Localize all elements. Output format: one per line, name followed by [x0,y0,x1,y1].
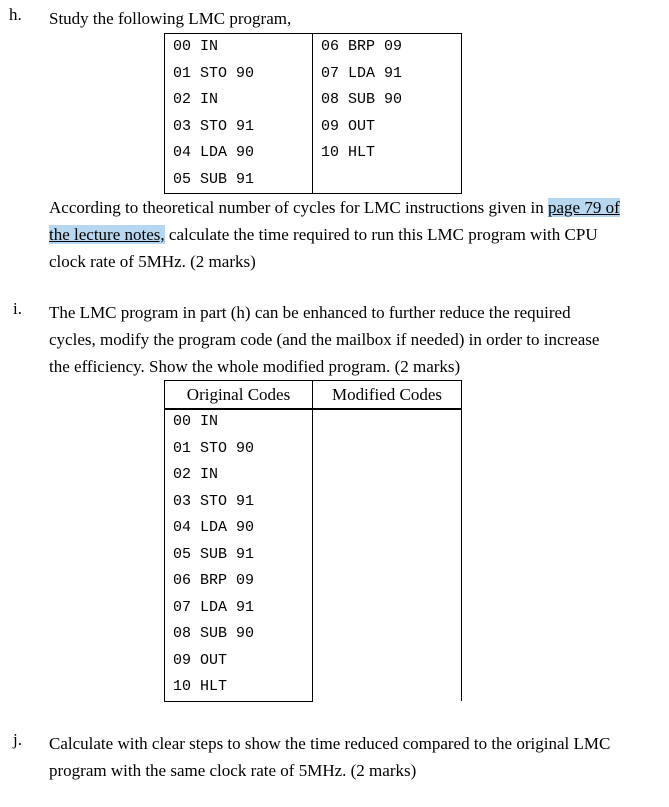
original-code-8: 08 SUB 90 [173,625,255,642]
question-h-letter: h. [9,5,22,24]
question-i-text [49,299,649,380]
question-h-text-end: calculate the time required to run this LMC program with CPU [164,225,598,244]
question-j-line1: Calculate with clear steps to show the time reduced compared to the original LMC [49,734,611,753]
modified-codes-cell[interactable] [313,409,462,702]
program-h-left-3: 03 STO 91 [173,117,255,135]
original-code-10: 10 HLT [173,678,228,695]
program-h-right-3: 09 OUT [321,117,376,135]
original-code-2: 02 IN [173,466,219,483]
lecture-notes-link-part2[interactable]: the lecture notes, [49,225,165,244]
original-code-0: 00 IN [173,413,219,430]
question-h-text-line3: clock rate of 5MHz. (2 marks) [49,252,256,271]
question-j-line2: program with the same clock rate of 5MHz. (2 marks) [49,761,417,780]
original-code-4: 04 LDA 90 [173,519,255,536]
original-code-7: 07 LDA 91 [173,598,255,616]
modification-table [164,408,462,702]
question-i-line2: cycles, modify the program code (and the mailbox if needed) in order to increase [49,330,600,349]
question-h-text-start: According to theoretical number of cycles for LMC instructions given in [49,198,549,217]
original-code-5: 05 SUB 91 [173,545,255,563]
program-h-right-1: 07 LDA 91 [321,64,403,82]
question-j-letter: j. [13,730,22,749]
original-code-6: 06 BRP 09 [173,572,255,589]
program-h-right-4: 10 HLT [321,144,376,161]
question-i-letter: i. [13,299,22,318]
question-j-text [49,730,649,784]
program-h-left-1: 01 STO 90 [173,64,255,82]
program-h-left-5: 05 SUB 91 [173,170,255,188]
modified-codes-header: Modified Codes [313,381,462,410]
modification-table-header [164,380,462,410]
program-h-right-5 [313,167,461,194]
question-h-text [49,194,649,275]
program-h-table [164,33,462,194]
original-code-9: 09 OUT [173,651,228,669]
question-i-line3: the efficiency. Show the whole modified program. (2 marks) [49,357,461,376]
program-h-right-0: 06 BRP 09 [321,38,403,55]
program-h-right-2: 08 SUB 90 [321,91,403,108]
program-h-left-2: 02 IN [173,91,219,108]
question-h-intro: Study the following LMC program, [49,9,292,28]
original-codes-header: Original Codes [165,381,313,410]
lecture-notes-link-part1[interactable]: page 79 of [548,198,620,217]
question-i-line1: The LMC program in part (h) can be enhanced to further reduce the required [49,303,571,322]
program-h-left-4: 04 LDA 90 [173,144,255,161]
original-code-1: 01 STO 90 [173,439,255,457]
original-code-3: 03 STO 91 [173,492,255,510]
program-h-left-0: 00 IN [173,38,219,55]
